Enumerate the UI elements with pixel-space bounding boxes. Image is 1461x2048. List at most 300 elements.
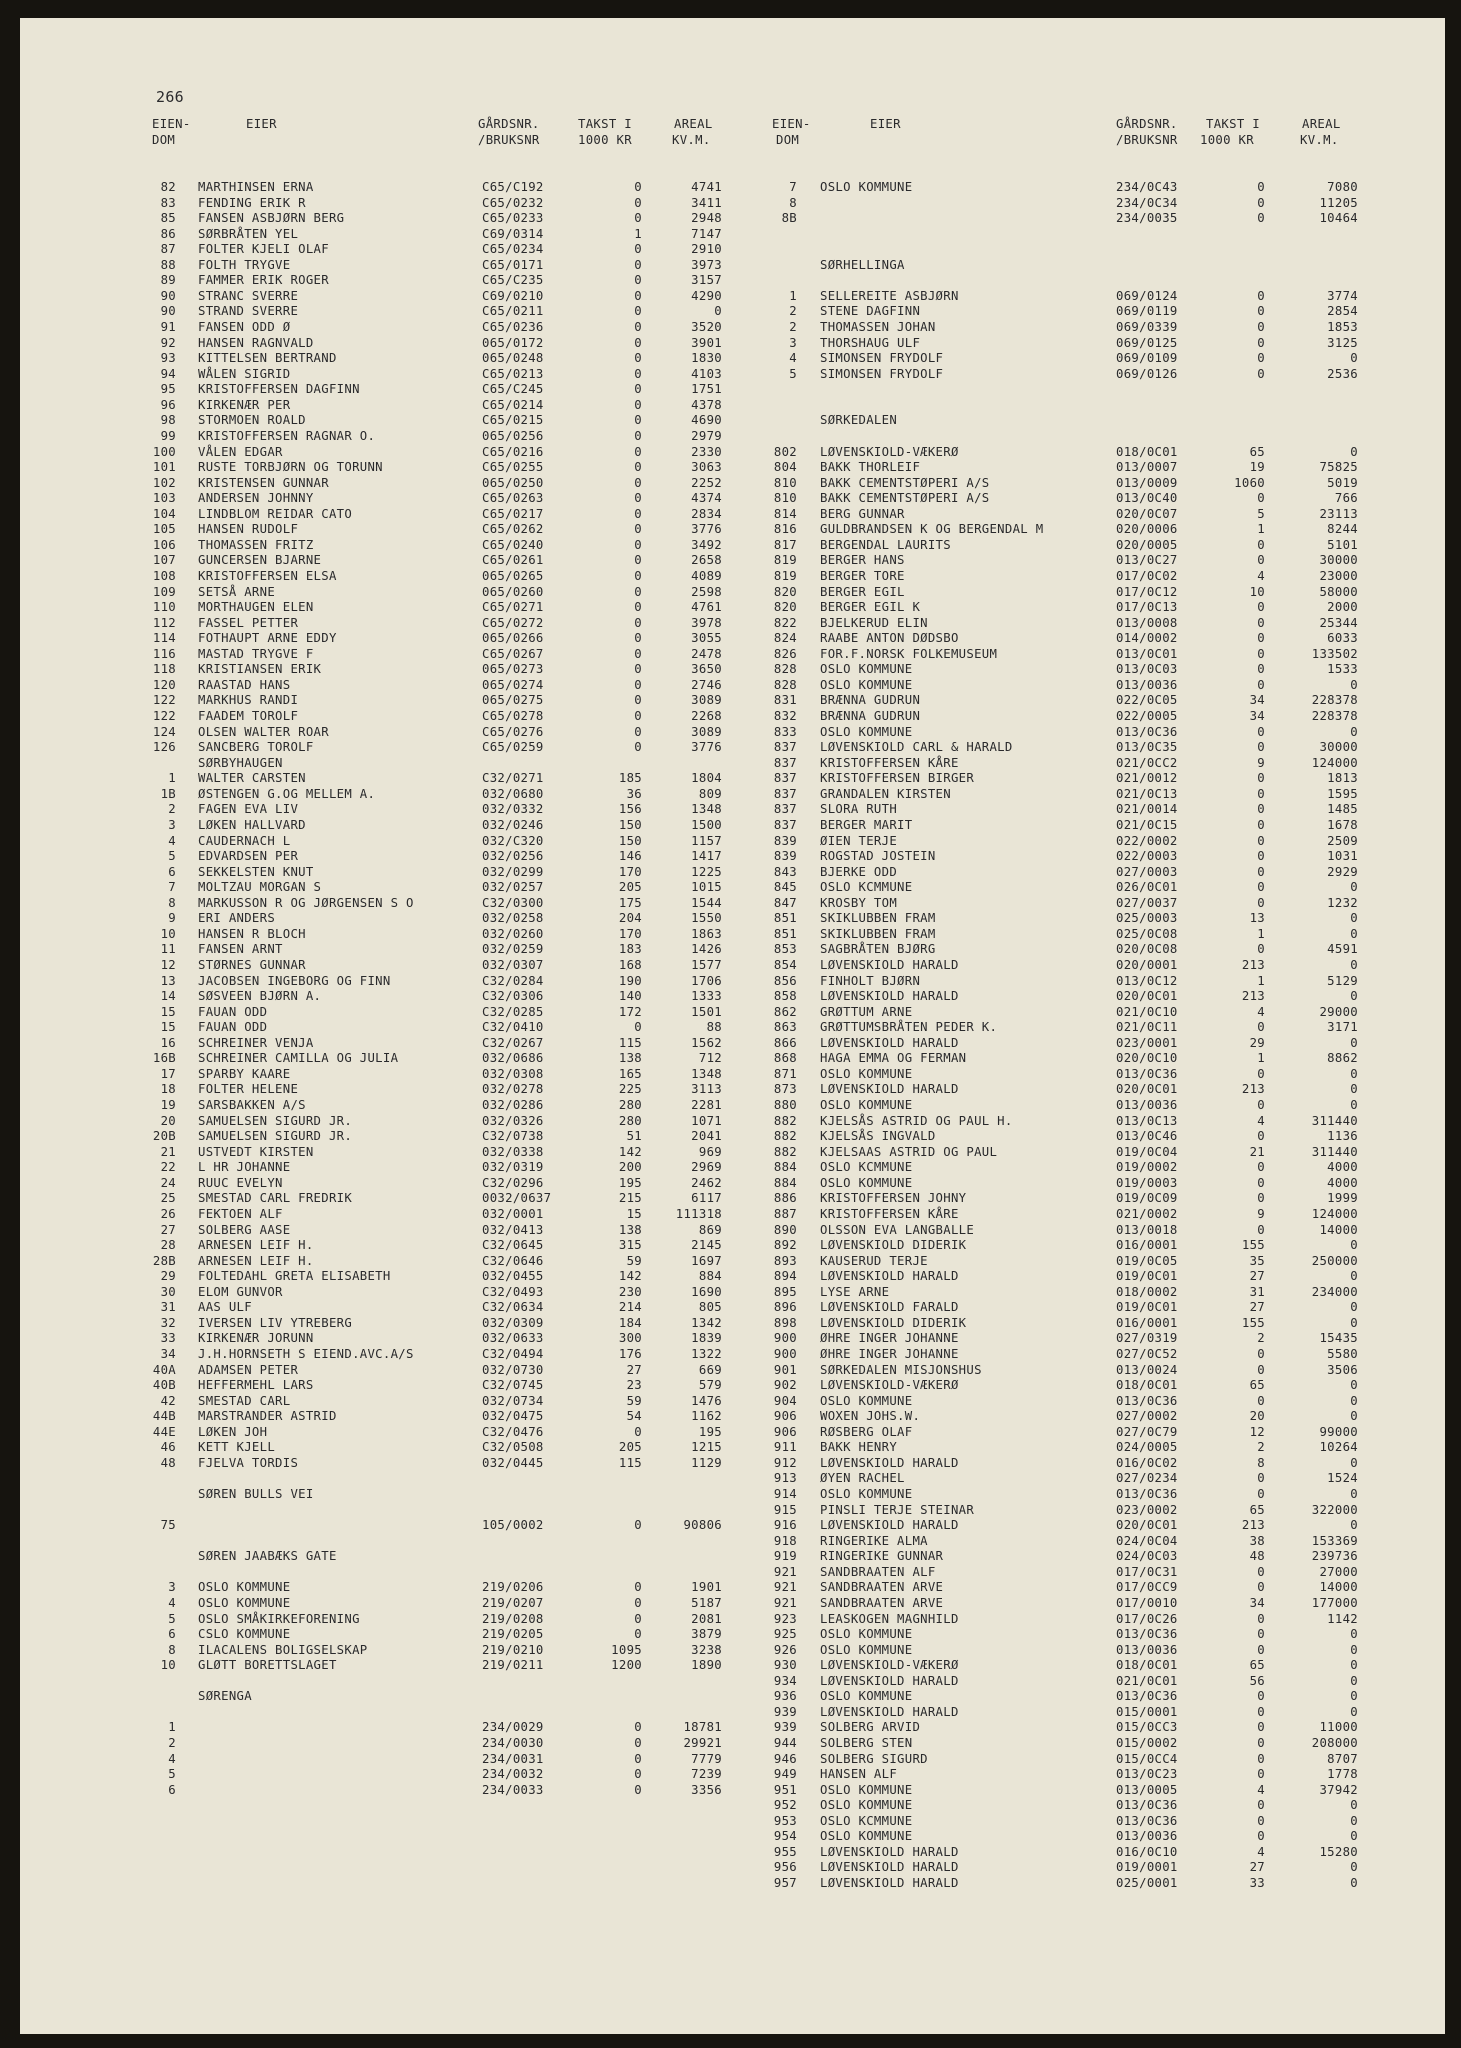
- takst-value: 2: [1257, 1440, 1265, 1455]
- takst-value: 0: [1257, 1487, 1265, 1502]
- gardsnr-bruksnr: 032/0686: [482, 1051, 544, 1066]
- property-number: 880: [773, 1098, 797, 1113]
- gardsnr-bruksnr: 032/0730: [482, 1362, 544, 1377]
- owner-name: FOLTH TRYGVE: [198, 257, 291, 272]
- areal-value: 8862: [1327, 1051, 1358, 1066]
- property-row: [0, 678, 1461, 694]
- property-row: [0, 958, 1461, 974]
- property-number: 99: [160, 428, 176, 443]
- property-number: 122: [152, 709, 176, 724]
- property-row: [0, 849, 1461, 865]
- owner-name: AAS ULF: [198, 1300, 252, 1315]
- takst-value: 0: [1257, 1129, 1265, 1144]
- owner-name: WALTER CARSTEN: [198, 771, 306, 786]
- owner-name: STORMOEN ROALD: [198, 413, 306, 428]
- gardsnr-bruksnr: C32/0645: [482, 1238, 544, 1253]
- takst-value: 1: [1257, 926, 1265, 941]
- header-areal2-left: KV.M.: [672, 133, 711, 147]
- areal-value: 0: [1350, 911, 1358, 926]
- gardsnr-bruksnr: C65/0232: [482, 195, 544, 210]
- gardsnr-bruksnr: 032/0258: [482, 911, 544, 926]
- takst-value: 0: [1257, 1471, 1265, 1486]
- owner-name: MASTAD TRYGVE F: [198, 646, 314, 661]
- owner-name: SIMONSEN FRYDOLF: [820, 351, 944, 366]
- owner-name: OSLO KOMMUNE: [820, 1798, 913, 1813]
- property-number: 18: [160, 1082, 176, 1097]
- takst-value: 0: [1257, 1580, 1265, 1595]
- gardsnr-bruksnr: 032/0001: [482, 1206, 544, 1221]
- owner-name: KJELSAAS ASTRID OG PAUL: [820, 1144, 998, 1159]
- owner-name: LINDBLOM REIDAR CATO: [198, 506, 353, 521]
- areal-value: 58000: [1319, 584, 1358, 599]
- property-number: 822: [773, 615, 797, 630]
- takst-value: 0: [634, 366, 642, 381]
- owner-name: LØVENSKIOLD HARALD: [820, 1518, 959, 1533]
- property-number: 916: [773, 1518, 797, 1533]
- takst-value: 4: [1257, 1844, 1265, 1859]
- gardsnr-bruksnr: 032/0734: [482, 1393, 544, 1408]
- gardsnr-bruksnr: 022/0005: [1116, 709, 1178, 724]
- owner-name: RUSTE TORBJØRN OG TORUNN: [198, 460, 383, 475]
- areal-value: 4000: [1327, 1175, 1358, 1190]
- property-number: 46: [160, 1440, 176, 1455]
- property-number: 837: [773, 771, 797, 786]
- property-row: [0, 1176, 1461, 1192]
- owner-name: FANSEN ARNT: [198, 942, 283, 957]
- takst-value: 0: [1257, 817, 1265, 832]
- owner-name: FANSEN ASBJØRN BERG: [198, 211, 345, 226]
- areal-value: 0: [1350, 1300, 1358, 1315]
- property-number: 4: [168, 1751, 176, 1766]
- takst-value: 20: [1249, 1409, 1265, 1424]
- takst-value: 0: [634, 273, 642, 288]
- owner-name: GUNCERSEN BJARNE: [198, 553, 322, 568]
- areal-value: 1778: [1327, 1767, 1358, 1782]
- gardsnr-bruksnr: 021/0C10: [1116, 1004, 1178, 1019]
- areal-value: 1417: [691, 849, 722, 864]
- property-row: [0, 382, 1461, 398]
- takst-value: 0: [634, 600, 642, 615]
- takst-value: 0: [634, 257, 642, 272]
- gardsnr-bruksnr: C32/0738: [482, 1129, 544, 1144]
- owner-name: FAUAN ODD: [198, 1020, 268, 1035]
- owner-name: LYSE ARNE: [820, 1284, 890, 1299]
- owner-name: SPARBY KAARE: [198, 1066, 291, 1081]
- property-number: 83: [160, 195, 176, 210]
- areal-value: 14000: [1319, 1580, 1358, 1595]
- gardsnr-bruksnr: 020/0C07: [1116, 506, 1178, 521]
- areal-value: 2929: [1327, 864, 1358, 879]
- areal-value: 2281: [691, 1098, 722, 1113]
- property-row: [0, 1798, 1461, 1814]
- areal-value: 1550: [691, 911, 722, 926]
- property-number: 900: [773, 1331, 797, 1346]
- takst-value: 21: [1249, 1144, 1265, 1159]
- property-number: 921: [773, 1595, 797, 1610]
- gardsnr-bruksnr: 069/0126: [1116, 366, 1178, 381]
- takst-value: 0: [1257, 1347, 1265, 1361]
- takst-value: 12: [1249, 1424, 1265, 1439]
- property-row: [0, 1627, 1461, 1643]
- owner-name: ØIEN TERJE: [820, 833, 898, 848]
- gardsnr-bruksnr: C65/0276: [482, 724, 544, 739]
- property-number: 114: [152, 631, 176, 646]
- areal-value: 1544: [691, 895, 722, 910]
- property-number: 5: [168, 1611, 176, 1626]
- gardsnr-bruksnr: 032/0256: [482, 849, 544, 864]
- owner-name: L HR JOHANNE: [198, 1160, 291, 1175]
- gardsnr-bruksnr: 065/0266: [482, 631, 544, 646]
- gardsnr-bruksnr: 018/0C01: [1116, 1658, 1178, 1673]
- owner-name: OSLO KOMMUNE: [820, 724, 913, 739]
- areal-value: 1863: [691, 926, 722, 941]
- owner-name: OSLO KOMMUNE: [198, 1580, 291, 1595]
- property-number: 28B: [152, 1253, 176, 1268]
- property-row: [0, 1440, 1461, 1456]
- areal-value: 2268: [691, 709, 722, 724]
- areal-value: 7239: [691, 1767, 722, 1782]
- gardsnr-bruksnr: C65/0213: [482, 366, 544, 381]
- owner-name: OSLO KOMMUNE: [820, 1642, 913, 1657]
- gardsnr-bruksnr: 013/0005: [1116, 1782, 1178, 1797]
- gardsnr-bruksnr: 013/0C36: [1116, 1487, 1178, 1502]
- gardsnr-bruksnr: 022/0003: [1116, 849, 1178, 864]
- property-number: 106: [152, 537, 176, 552]
- takst-value: 0: [1257, 211, 1265, 226]
- gardsnr-bruksnr: 219/0206: [482, 1580, 544, 1595]
- property-number: 13: [160, 973, 176, 988]
- gardsnr-bruksnr: 032/0475: [482, 1409, 544, 1424]
- property-row: [0, 1549, 1461, 1565]
- takst-value: 0: [1257, 1393, 1265, 1408]
- gardsnr-bruksnr: C32/0646: [482, 1253, 544, 1268]
- gardsnr-bruksnr: 013/0007: [1116, 460, 1178, 475]
- takst-value: 215: [618, 1191, 642, 1206]
- areal-value: 0: [1350, 1860, 1358, 1875]
- gardsnr-bruksnr: 219/0208: [482, 1611, 544, 1626]
- owner-name: BERGENDAL LAURITS: [820, 537, 951, 552]
- areal-value: 0: [1350, 1393, 1358, 1408]
- takst-value: 0: [634, 1751, 642, 1766]
- owner-name: ØHRE INGER JOHANNE: [820, 1331, 959, 1346]
- owner-name: KITTELSEN BERTRAND: [198, 351, 337, 366]
- property-number: 954: [773, 1829, 797, 1844]
- takst-value: 0: [634, 351, 642, 366]
- property-row: [0, 1269, 1461, 1285]
- owner-name: GULDBRANDSEN K OG BERGENDAL M: [820, 522, 1044, 537]
- owner-name: FAUAN ODD: [198, 1004, 268, 1019]
- areal-value: 0: [1350, 1876, 1358, 1891]
- areal-value: 0: [1350, 444, 1358, 459]
- owner-name: GRØTTUMSBRÅTEN PEDER K.: [820, 1020, 998, 1035]
- areal-value: 1751: [691, 382, 722, 397]
- takst-value: 190: [618, 973, 642, 988]
- property-row: [0, 1036, 1461, 1052]
- takst-value: 0: [634, 1611, 642, 1626]
- owner-name: LØVENSKIOLD-VÆKERØ: [820, 1658, 959, 1673]
- property-number: 120: [152, 677, 176, 692]
- areal-value: 124000: [1311, 1206, 1358, 1221]
- takst-value: 183: [618, 942, 642, 957]
- areal-value: 1136: [1327, 1129, 1358, 1144]
- property-row: [0, 491, 1461, 507]
- property-row: [0, 1876, 1461, 1892]
- owner-name: OLSSON EVA LANGBALLE: [820, 1222, 975, 1237]
- areal-value: 0: [1350, 1409, 1358, 1424]
- areal-value: 0: [714, 304, 722, 319]
- property-number: 7: [168, 880, 176, 895]
- takst-value: 230: [618, 1284, 642, 1299]
- gardsnr-bruksnr: 032/0299: [482, 864, 544, 879]
- owner-name: SKIKLUBBEN FRAM: [820, 926, 936, 941]
- takst-value: 0: [1257, 335, 1265, 350]
- gardsnr-bruksnr: 027/0319: [1116, 1331, 1178, 1346]
- takst-value: 65: [1249, 1378, 1265, 1393]
- takst-value: 146: [618, 849, 642, 864]
- gardsnr-bruksnr: 013/0C36: [1116, 724, 1178, 739]
- takst-value: 0: [1257, 802, 1265, 817]
- owner-name: RØSBERG OLAF: [820, 1424, 913, 1439]
- property-number: 5: [168, 1767, 176, 1782]
- gardsnr-bruksnr: C32/0285: [482, 1004, 544, 1019]
- gardsnr-bruksnr: 013/0C35: [1116, 740, 1178, 755]
- areal-value: 0: [1350, 1315, 1358, 1330]
- areal-value: 3776: [691, 740, 722, 755]
- property-number: 923: [773, 1611, 797, 1626]
- property-number: 98: [160, 413, 176, 428]
- property-number: 956: [773, 1860, 797, 1875]
- takst-value: 9: [1257, 755, 1265, 770]
- areal-value: 228378: [1311, 709, 1358, 724]
- takst-value: 185: [618, 771, 642, 786]
- areal-value: 1690: [691, 1284, 722, 1299]
- property-row: [0, 1300, 1461, 1316]
- takst-value: 0: [634, 195, 642, 210]
- gardsnr-bruksnr: C69/0314: [482, 226, 544, 241]
- takst-value: 56: [1249, 1673, 1265, 1688]
- property-number: 886: [773, 1191, 797, 1206]
- takst-value: 0: [1257, 724, 1265, 739]
- gardsnr-bruksnr: 020/0005: [1116, 537, 1178, 552]
- property-number: 824: [773, 631, 797, 646]
- takst-value: 59: [626, 1393, 642, 1408]
- property-number: 890: [773, 1222, 797, 1237]
- areal-value: 5580: [1327, 1347, 1358, 1361]
- areal-value: 124000: [1311, 755, 1358, 770]
- property-number: 939: [773, 1704, 797, 1719]
- gardsnr-bruksnr: 017/0C26: [1116, 1611, 1178, 1626]
- property-number: 957: [773, 1876, 797, 1891]
- takst-value: 204: [618, 911, 642, 926]
- areal-value: 153369: [1311, 1533, 1358, 1548]
- owner-name: FOLTER KJELI OLAF: [198, 242, 329, 257]
- takst-value: 0: [634, 553, 642, 568]
- areal-value: 1162: [691, 1409, 722, 1424]
- property-row: [0, 1471, 1461, 1487]
- gardsnr-bruksnr: C32/0745: [482, 1378, 544, 1393]
- property-number: 102: [152, 475, 176, 490]
- gardsnr-bruksnr: C65/0171: [482, 257, 544, 272]
- owner-name: SANDBRAATEN ALF: [820, 1564, 936, 1579]
- areal-value: 3125: [1327, 335, 1358, 350]
- gardsnr-bruksnr: C32/0476: [482, 1424, 544, 1439]
- takst-value: 0: [634, 1518, 642, 1533]
- property-row: [0, 211, 1461, 227]
- areal-value: 99000: [1319, 1424, 1358, 1439]
- gardsnr-bruksnr: 013/0009: [1116, 475, 1178, 490]
- property-number: 901: [773, 1362, 797, 1377]
- owner-name: SKIKLUBBEN FRAM: [820, 911, 936, 926]
- takst-value: 140: [618, 989, 642, 1004]
- property-number: 101: [152, 460, 176, 475]
- owner-name: FASSEL PETTER: [198, 615, 299, 630]
- property-number: 3: [168, 817, 176, 832]
- property-number: 92: [160, 335, 176, 350]
- areal-value: 322000: [1311, 1502, 1358, 1517]
- takst-value: 0: [634, 1720, 642, 1735]
- gardsnr-bruksnr: 014/0002: [1116, 631, 1178, 646]
- areal-value: 3506: [1327, 1362, 1358, 1377]
- property-row: [0, 1145, 1461, 1161]
- takst-value: 0: [1257, 1798, 1265, 1813]
- takst-value: 0: [1257, 1222, 1265, 1237]
- gardsnr-bruksnr: 019/0C04: [1116, 1144, 1178, 1159]
- owner-name: THOMASSEN FRITZ: [198, 537, 314, 552]
- areal-value: 2658: [691, 553, 722, 568]
- property-number: 91: [160, 320, 176, 335]
- takst-value: 155: [1241, 1238, 1265, 1253]
- property-number: 40A: [152, 1362, 176, 1377]
- owner-name: CAUDERNACH L: [198, 833, 291, 848]
- property-number: 109: [152, 584, 176, 599]
- section-heading: SØRHELLINGA: [820, 257, 905, 272]
- takst-value: 184: [618, 1315, 642, 1330]
- takst-value: 213: [1241, 958, 1265, 972]
- areal-value: 250000: [1311, 1253, 1358, 1268]
- areal-value: 2252: [691, 475, 722, 490]
- gardsnr-bruksnr: C65/0278: [482, 709, 544, 724]
- property-row: [0, 1674, 1461, 1690]
- takst-value: 0: [634, 428, 642, 443]
- areal-value: 0: [1350, 677, 1358, 692]
- areal-value: 0: [1350, 1238, 1358, 1253]
- property-number: 89: [160, 273, 176, 288]
- property-number: 26: [160, 1206, 176, 1221]
- gardsnr-bruksnr: 019/0C01: [1116, 1269, 1178, 1284]
- areal-value: 90806: [683, 1518, 722, 1533]
- owner-name: BAKK CEMENTSTØPERI A/S: [820, 475, 990, 490]
- owner-name: KRISTENSEN GUNNAR: [198, 475, 329, 490]
- property-row: [0, 740, 1461, 756]
- owner-name: STENE DAGFINN: [820, 304, 921, 319]
- takst-value: 300: [618, 1331, 642, 1346]
- property-row: [0, 413, 1461, 429]
- owner-name: SIMONSEN FRYDOLF: [820, 366, 944, 381]
- areal-value: 3089: [691, 724, 722, 739]
- gardsnr-bruksnr: 020/0C01: [1116, 1082, 1178, 1097]
- owner-name: LØVENSKIOLD FARALD: [820, 1300, 959, 1315]
- property-number: 25: [160, 1191, 176, 1206]
- property-number: 936: [773, 1689, 797, 1704]
- property-number: 828: [773, 677, 797, 692]
- gardsnr-bruksnr: 022/0002: [1116, 833, 1178, 848]
- takst-value: 138: [618, 1051, 642, 1066]
- areal-value: 2041: [691, 1129, 722, 1144]
- owner-name: BRÆNNA GUDRUN: [820, 693, 921, 708]
- property-row: [0, 1658, 1461, 1674]
- owner-name: SØRBRÅTEN YEL: [198, 226, 299, 241]
- property-row: [0, 1860, 1461, 1876]
- property-number: 15: [160, 1020, 176, 1035]
- areal-value: 3055: [691, 631, 722, 646]
- owner-name: KJELSÅS INGVALD: [820, 1129, 936, 1144]
- property-number: 108: [152, 569, 176, 583]
- gardsnr-bruksnr: 015/0001: [1116, 1704, 1178, 1719]
- takst-value: 0: [634, 569, 642, 583]
- gardsnr-bruksnr: C65/0271: [482, 600, 544, 615]
- takst-value: 0: [634, 740, 642, 755]
- takst-value: 0: [634, 1627, 642, 1642]
- gardsnr-bruksnr: 032/0308: [482, 1066, 544, 1081]
- areal-value: 0: [1350, 1035, 1358, 1050]
- gardsnr-bruksnr: 013/0008: [1116, 615, 1178, 630]
- areal-value: 1500: [691, 817, 722, 832]
- areal-value: 37942: [1319, 1782, 1358, 1797]
- takst-value: 170: [618, 864, 642, 879]
- owner-name: LØKEN HALLVARD: [198, 817, 306, 832]
- gardsnr-bruksnr: 013/0024: [1116, 1362, 1178, 1377]
- property-row: [0, 273, 1461, 289]
- gardsnr-bruksnr: C65/0261: [482, 553, 544, 568]
- owner-name: MARSTRANDER ASTRID: [198, 1409, 337, 1424]
- gardsnr-bruksnr: C65/0214: [482, 397, 544, 412]
- property-number: 892: [773, 1238, 797, 1253]
- areal-value: 3776: [691, 522, 722, 537]
- takst-value: 4: [1257, 569, 1265, 583]
- owner-name: ARNESEN LEIF H.: [198, 1238, 314, 1253]
- takst-value: 205: [618, 1440, 642, 1455]
- owner-name: HANSEN R BLOCH: [198, 926, 306, 941]
- areal-value: 75825: [1319, 460, 1358, 475]
- gardsnr-bruksnr: 032/0309: [482, 1315, 544, 1330]
- gardsnr-bruksnr: 022/0C05: [1116, 693, 1178, 708]
- section-heading: SØRBYHAUGEN: [198, 755, 283, 770]
- areal-value: 2979: [691, 428, 722, 443]
- owner-name: LEASKOGEN MAGNHILD: [820, 1611, 959, 1626]
- property-number: 31: [160, 1300, 176, 1315]
- owner-name: BERGER HANS: [820, 553, 905, 568]
- areal-value: 3774: [1327, 288, 1358, 303]
- property-number: 871: [773, 1066, 797, 1081]
- property-row: [0, 1114, 1461, 1130]
- property-row: [0, 445, 1461, 461]
- property-row: [0, 1347, 1461, 1363]
- takst-value: 0: [1257, 1736, 1265, 1750]
- owner-name: LØVENSKIOLD HARALD: [820, 1082, 959, 1097]
- owner-name: BERGER TORE: [820, 569, 905, 583]
- takst-value: 0: [1257, 740, 1265, 755]
- takst-value: 115: [618, 1035, 642, 1050]
- owner-name: SLORA RUTH: [820, 802, 898, 817]
- areal-value: 3157: [691, 273, 722, 288]
- owner-name: LØVENSKIOLD HARALD: [820, 958, 959, 972]
- property-row: [0, 538, 1461, 554]
- areal-value: 0: [1350, 1487, 1358, 1502]
- gardsnr-bruksnr: C32/0634: [482, 1300, 544, 1315]
- areal-value: 2330: [691, 444, 722, 459]
- takst-value: 0: [634, 677, 642, 692]
- gardsnr-bruksnr: 032/0326: [482, 1113, 544, 1128]
